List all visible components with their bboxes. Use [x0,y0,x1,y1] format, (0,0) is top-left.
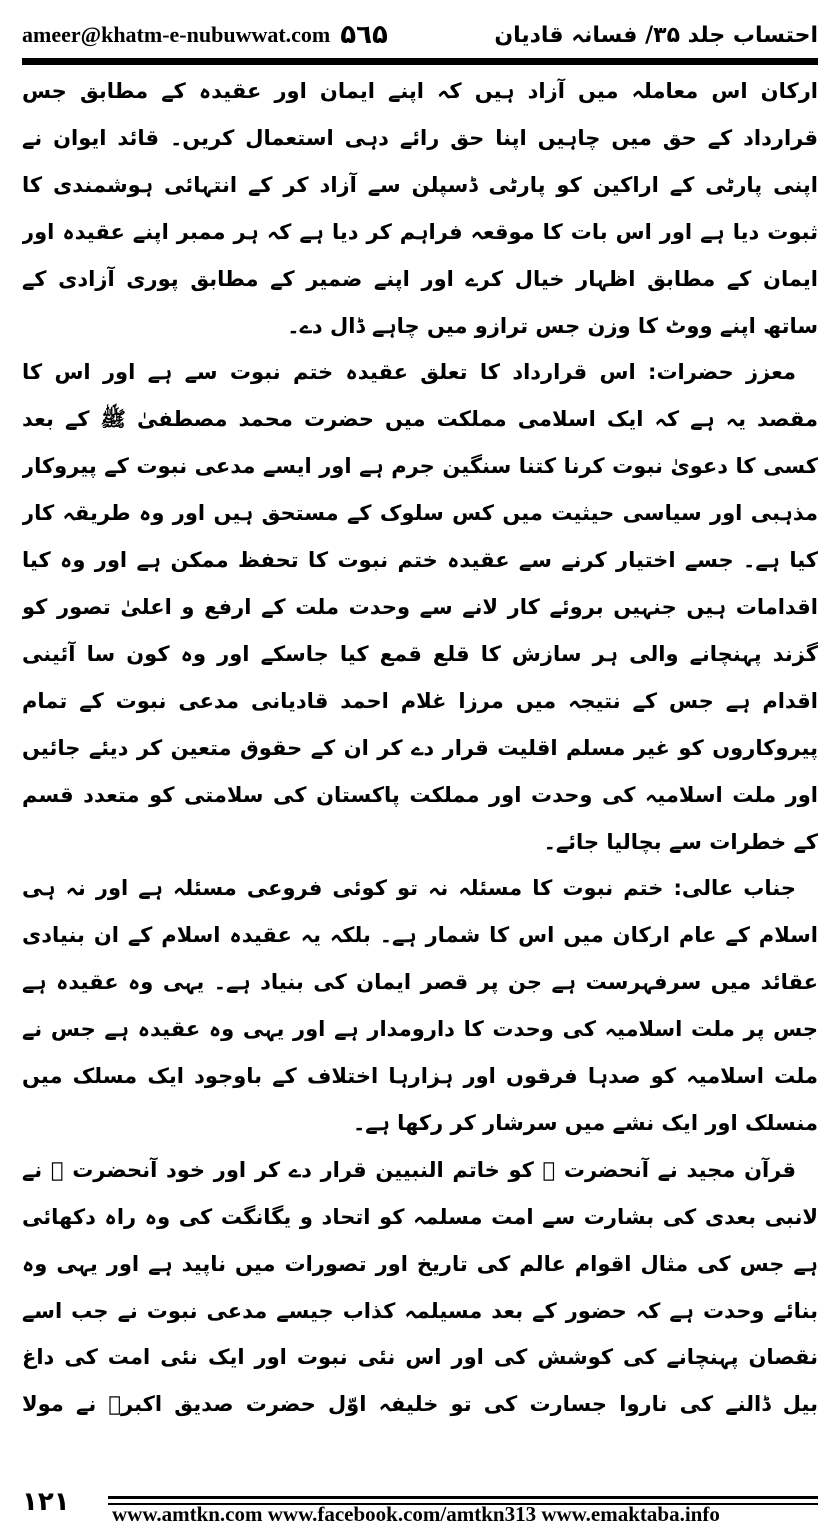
book-title: احتساب جلد ۳۵/ فسانہ قادیان [494,22,818,48]
paragraph-2: معزز حضرات: اس قرارداد کا تعلق عقیدہ ختم نبوت سے ہے اور اس کا مقصد یہ ہے کہ ایک اسلامی مملکت میں حضرت محمد مصطفیٰ ﷺ کے بعد کسی کا دعویٰ نبوت کرنا کتنا سنگین جرم ہے اور ایسے مدعی نبوت کے پیروکار مذہبی اور سیاسی حیثیت میں کس سلوک کے مستحق ہیں اور وہ طریقہ کار کیا ہے۔ جسے اختیار کرنے سے عقیدہ ختم نبوت کا تحفظ ممکن ہے اور وہ کیا اقدامات ہیں جنہیں بروئے کار لانے سے وحدت ملت کے ارفع و اعلیٰ تصور کو گزند پہنچانے والی ہر سازش کا قلع قمع کیا جاسکے اور وہ کون سا آئینی اقدام ہے جس کے نتیجہ میں مرزا غلام احمد قادیانی مدعی نبوت کے تمام پیروکاروں کو غیر مسلم اقلیت قرار دے کر ان کے حقوق متعین کر دیئے جائیں اور ملت اسلامیہ کی وحدت اور مملکت پاکستان کی سلامتی کو متعدد قسم کے خطرات سے بچالیا جائے۔ [22,360,818,854]
page-number: ۵٦۵ [340,20,388,50]
paragraph-3: جناب عالی: ختم نبوت کا مسئلہ نہ تو کوئی فروعی مسئلہ ہے اور نہ ہی اسلام کے عام ارکان میں اس کا شمار ہے۔ بلکہ یہ عقیدہ اسلام کے ان بنیادی عقائد میں سرفہرست ہے جن پر قصر ایمان کی بنیاد ہے۔ یہی وہ عقیدہ ہے جس پر ملت اسلامیہ کی وحدت کا دارومدار ہے اور یہی وہ عقیدہ ہے جس نے ملت اسلامیہ کو صدہا فرقوں اور ہزارہا اختلاف کے باوجود ایک مسلک میں منسلک اور ایک نشے میں سرشار کر رکھا ہے۔ [22,876,818,1135]
header-rule [22,58,818,65]
email-address: ameer@khatm-e-nubuwwat.com [22,22,331,47]
folio-number: ۱۲۱ [22,1487,70,1517]
header-left [22,20,388,50]
page-footer [22,1482,818,1526]
page-body [22,68,818,1432]
page-header [22,14,818,56]
footer-links: www.amtkn.com www.facebook.com/amtkn313 www.emaktaba.info [112,1502,720,1526]
paragraph-1: ارکان اس معاملہ میں آزاد ہیں کہ اپنے ایمان اور عقیدہ کے مطابق جس قرارداد کے حق میں چاہیں اپنا حق رائے دہی استعمال کریں۔ قائد ایوان نے اپنی پارٹی کے اراکین کو پارٹی ڈسپلن سے آزاد کر کے انتہائی ہوشمندی کا ثبوت دیا ہے اور اس بات کا موقعہ فراہم کر دیا ہے کہ ہر ممبر اپنے عقیدہ اور ایمان کے مطابق اظہار خیال کرے اور اپنے ضمیر کے مطابق پوری آزادی کے ساتھ اپنے ووٹ کا وزن جس ترازو میں چاہے ڈال دے۔ [22,79,818,338]
footer-rule-thick [108,1496,818,1499]
paragraph-4: قرآن مجید نے آنحضرت ﷺ کو خاتم النبیین قرار دے کر اور خود آنحضرت ﷺ نے لانبی بعدی کی بشارت سے امت مسلمہ کو اتحاد و یگانگت کی وہ راہ دکھائی ہے جس کی مثال اقوام عالم کی تاریخ اور تصورات میں ناپید ہے اور یہی وہ بنائے وحدت ہے کہ حضور کے بعد مسیلمہ کذاب جیسے مدعی نبوت نے جب اسے نقصان پہنچانے کی کوشش کی اور اس نئی نبوت اور ایک نئی امت کی داغ بیل ڈالنے کی ناروا جسارت کی تو خلیفہ اوّل حضرت صدیق اکبرؓ نے مولا [22,1157,818,1417]
